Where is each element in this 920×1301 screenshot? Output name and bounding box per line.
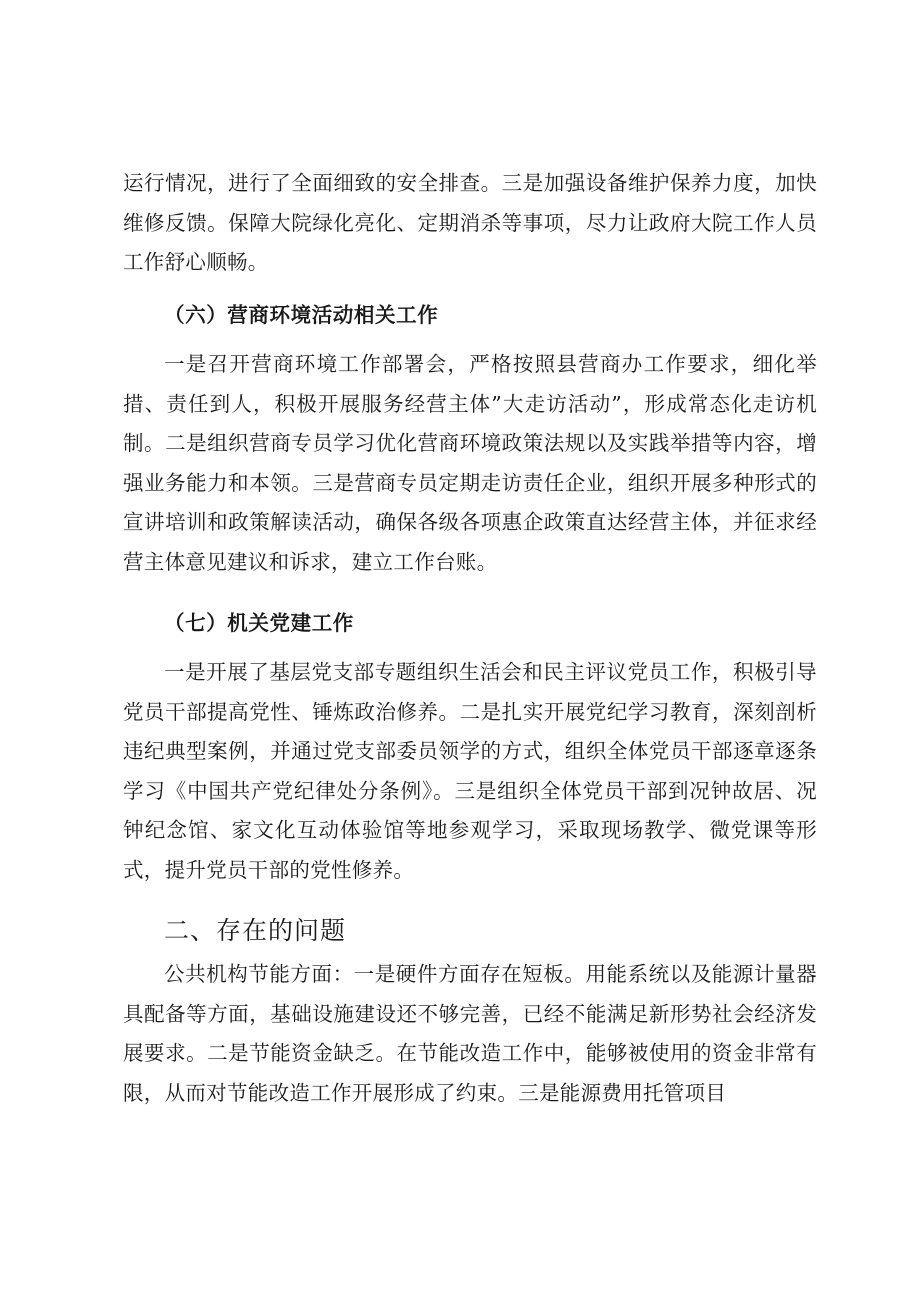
paragraph-party-building: 一是开展了基层党支部专题组织生活会和民主评议党员工作，积极引导党员干部提高党性、锤炼政治修养。二是扎实开展党纪学习教育，深刻剖析违纪典型案例，并通过党支部委员领学的方式，组织全体党员干部逐章逐条学习《中国共产党纪律处分条例》。三是组织全体党员干部到况钟故居、况钟纪念馆、家文化互动体验馆等地参观学习，采取现场教学、微党课等形式，提升党员干部的党性修养。 bbox=[123, 660, 817, 882]
subheading-party-building: （七）机关党建工作 bbox=[164, 611, 354, 635]
paragraph-energy-saving: 公共机构节能方面：一是硬件方面存在短板。用能系统以及能源计量器具配备等方面，基础设施建设还不够完善，已经不能满足新形势社会经济发展要求。二是节能资金缺乏。在节能改造工作中，能够被使用的资金非常有限，从而对节能改造工作开展形成了约束。三是能源费用托管项目 bbox=[123, 962, 817, 1105]
paragraph-business-environment: 一是召开营商环境工作部署会，严格按照县营商办工作要求，细化举措、责任到人，积极开展服务经营主体”大走访活动”，形成常态化走访机制。二是组织营商专员学习优化营商环境政策法规以及实践举措等内容，增强业务能力和本领。三是营商专员定期走访责任企业，组织开展多种形式的宣讲培训和政策解读活动，确保各级各项惠企政策直达经营主体，并征求经营主体意见建议和诉求，建立工作台账。 bbox=[123, 352, 817, 574]
section-heading-problems: 二、存在的问题 bbox=[164, 916, 347, 945]
paragraph-facility-maintenance: 运行情况，进行了全面细致的安全排查。三是加强设备维护保养力度，加快维修反馈。保障大院绿化亮化、定期消杀等事项，尽力让政府大院工作人员工作舒心顺畅。 bbox=[123, 171, 817, 275]
subheading-business-environment: （六）营商环境活动相关工作 bbox=[164, 303, 439, 327]
